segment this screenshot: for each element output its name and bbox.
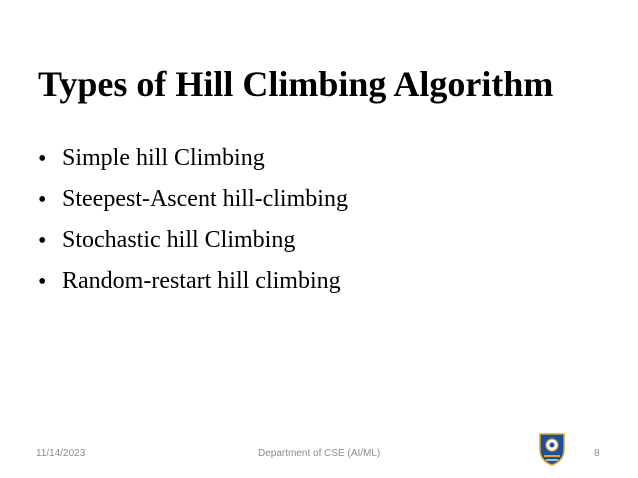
- slide-title: Types of Hill Climbing Algorithm: [38, 64, 554, 104]
- footer-department: Department of CSE (AI/ML): [258, 448, 381, 459]
- bullet-dot: •: [38, 145, 47, 172]
- page-number: 8: [594, 448, 600, 459]
- bullet-text: Random-restart hill climbing: [62, 268, 341, 294]
- bullet-text: Steepest-Ascent hill-climbing: [62, 186, 348, 212]
- bullet-item: [38, 220, 598, 261]
- bullet-item: [38, 138, 598, 179]
- bullet-text: Simple hill Climbing: [62, 145, 265, 171]
- bullet-dot: •: [38, 227, 47, 254]
- bullet-item: [38, 261, 598, 302]
- bullet-text: Stochastic hill Climbing: [62, 227, 296, 253]
- college-crest-icon: [538, 432, 566, 466]
- bullet-list: [38, 138, 598, 302]
- bullet-dot: •: [38, 186, 47, 213]
- bullet-dot: •: [38, 268, 47, 295]
- footer-date: 11/14/2023: [36, 448, 86, 459]
- bullet-item: [38, 179, 598, 220]
